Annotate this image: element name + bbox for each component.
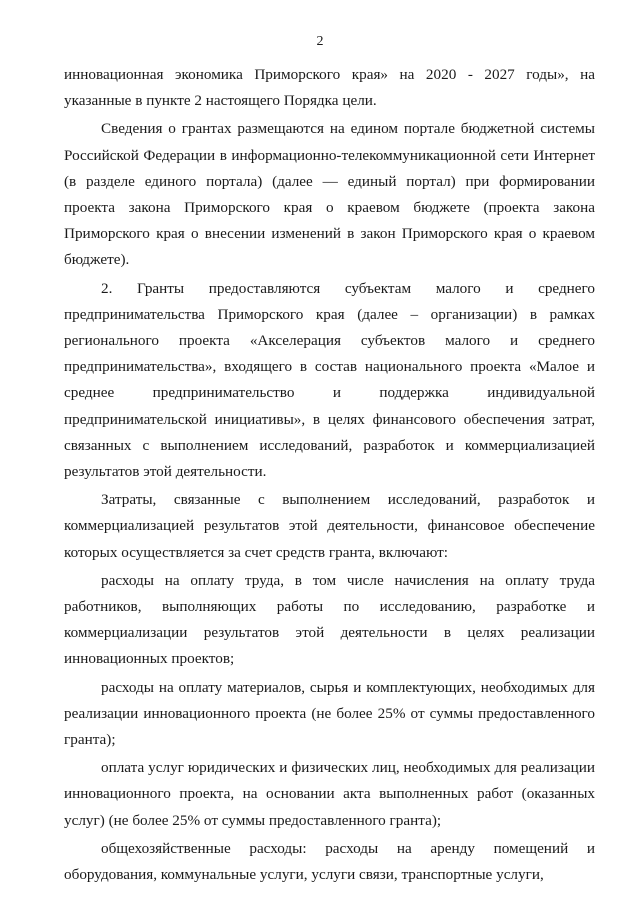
paragraph-services-costs: оплата услуг юридических и физических лиц, необходимых для реализации инновационного проекта, на основании акта выполненных работ (оказанных услуг) (не более 25% от суммы предоставленного гранта); — [64, 759, 595, 829]
paragraph-materials-costs: расходы на оплату материалов, сырья и комплектующих, необходимых для реализации инновационного проекта (не более 25% от суммы предоставленного гранта); — [64, 678, 595, 749]
page-number: 2 — [316, 34, 324, 49]
paragraph-expenses-intro: Затраты, связанные с выполнением исследований, разработок и коммерциализацией результатов этой деятельности, финансовое обеспечение которых осуществляется за счет средств гранта, включают: — [64, 491, 595, 561]
paragraph-project-continuation: инновационная экономика Приморского края» на 2020 - 2027 годы», на указанные в пункте 2 настоящего Порядка цели. — [64, 66, 595, 110]
paragraph-grant-info: Сведения о грантах размещаются на едином портале бюджетной системы Российской Федерации в информационно-телекоммуникационной сети Интернет (в разделе единого портала) (далее — единый портал) при формировании проекта закона Приморского края о краевом бюджете (проекта закона Приморского края о внесении изменений в закон Приморского края о краевом бюджете). — [64, 120, 595, 269]
paragraph-grant-recipients: 2. Гранты предоставляются субъектам малого и среднего предпринимательства Приморского края (далее – организации) в рамках регионального проекта «Акселерация субъектов малого и среднего предпринимательства», входящего в состав национального проекта «Малое и среднее предпринимательство и поддержка индивидуальной предпринимательской инициативы», в целях финансового обеспечения затрат, связанных с выполнением исследований, разработок и коммерциализацией результатов этой деятельности. — [64, 279, 595, 481]
paragraph-labor-costs: расходы на оплату труда, в том числе начисления на оплату труда работников, выполняющих работы по исследованию, разработке и коммерциализации результатов этой деятельности в целях реализации инновационных проектов; — [64, 571, 595, 668]
paragraph-overhead-costs: общехозяйственные расходы: расходы на аренду помещений и оборудования, коммунальные услуги, услуги связи, транспортные услуги, — [64, 839, 595, 884]
document-body — [64, 62, 595, 890]
